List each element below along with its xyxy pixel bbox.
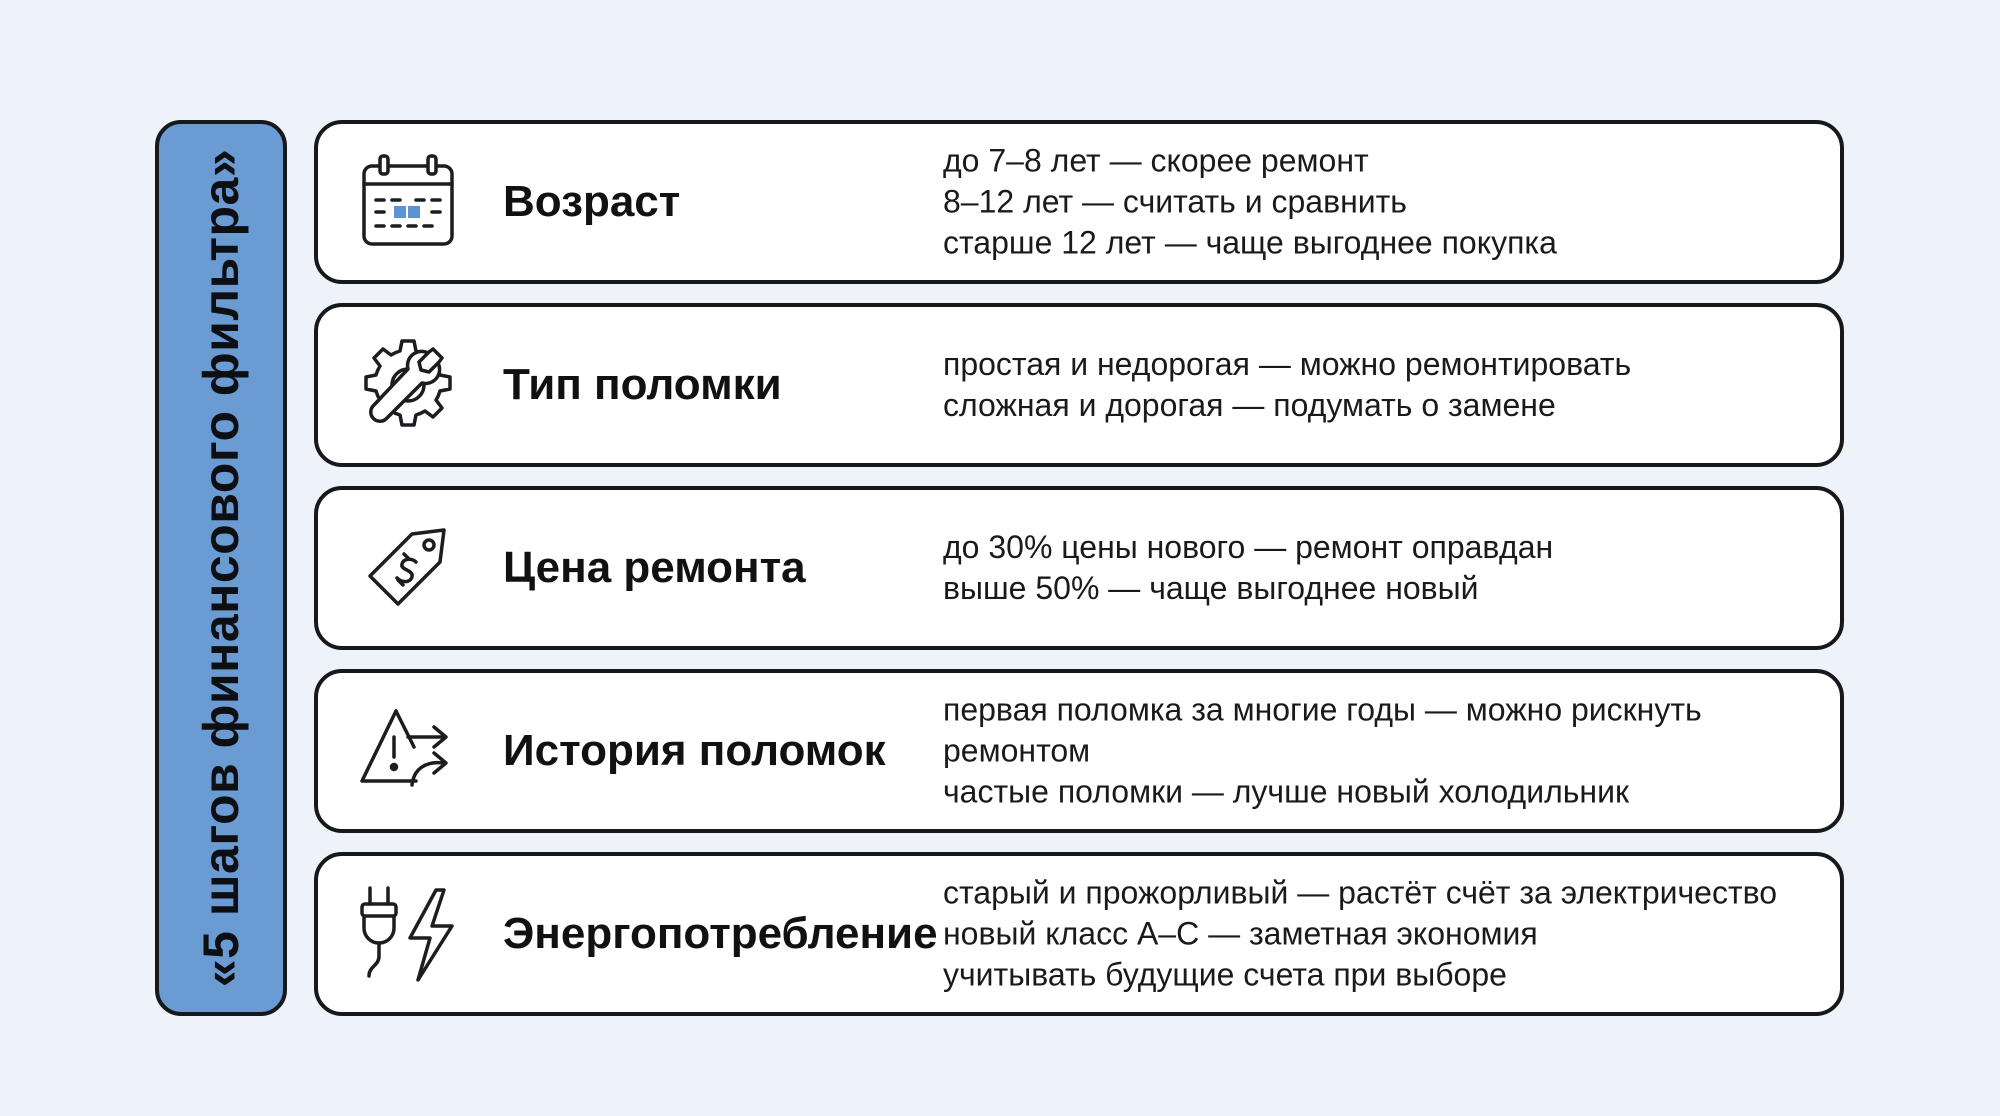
description-line: простая и недорогая — можно ремонтировать [943, 346, 1632, 382]
step-card-energy-consumption [314, 852, 1844, 1016]
description-line: старше 12 лет — чаще выгоднее покупка [943, 224, 1557, 261]
step-title: История поломок [503, 726, 886, 775]
gear-wrench-icon [356, 333, 460, 437]
description-line: сложная и дорогая — подумать о замене [943, 387, 1556, 423]
description-line: старый и прожорливый — растёт счёт за электричество [943, 874, 1778, 911]
description-line: частые поломки — лучше новый холодильник [943, 773, 1629, 810]
description-line: новый класс A–C — заметная экономия [943, 915, 1538, 952]
step-list [314, 120, 1844, 1016]
plug-lightning-icon [356, 882, 460, 986]
calendar-icon [356, 150, 460, 254]
step-title: Цена ремонта [503, 543, 806, 592]
side-title: «5 шагов финансового фильтра» [193, 148, 249, 988]
step-title: Энергопотребление [503, 909, 938, 958]
price-tag-icon [356, 516, 460, 620]
step-description [943, 873, 1823, 996]
description-line: учитывать будущие счета при выборе [943, 956, 1507, 993]
step-description [943, 141, 1823, 264]
step-card-breakdown-type [314, 303, 1844, 467]
side-banner [155, 120, 287, 1016]
step-card-breakdown-history [314, 669, 1844, 833]
step-description [943, 690, 1823, 813]
description-line: до 30% цены нового — ремонт оправдан [943, 529, 1554, 565]
description-line: первая поломка за многие годы — можно рискнуть ремонтом [943, 691, 1702, 769]
description-line: выше 50% — чаще выгоднее новый [943, 570, 1479, 606]
description-line: до 7–8 лет — скорее ремонт [943, 142, 1369, 179]
step-title: Возраст [503, 177, 681, 226]
warning-arrows-icon [356, 699, 460, 803]
step-card-repair-price [314, 486, 1844, 650]
step-card-age [314, 120, 1844, 284]
step-title: Тип поломки [503, 360, 782, 409]
step-description [943, 344, 1823, 426]
step-description [943, 527, 1823, 609]
description-line: 8–12 лет — считать и сравнить [943, 183, 1407, 220]
